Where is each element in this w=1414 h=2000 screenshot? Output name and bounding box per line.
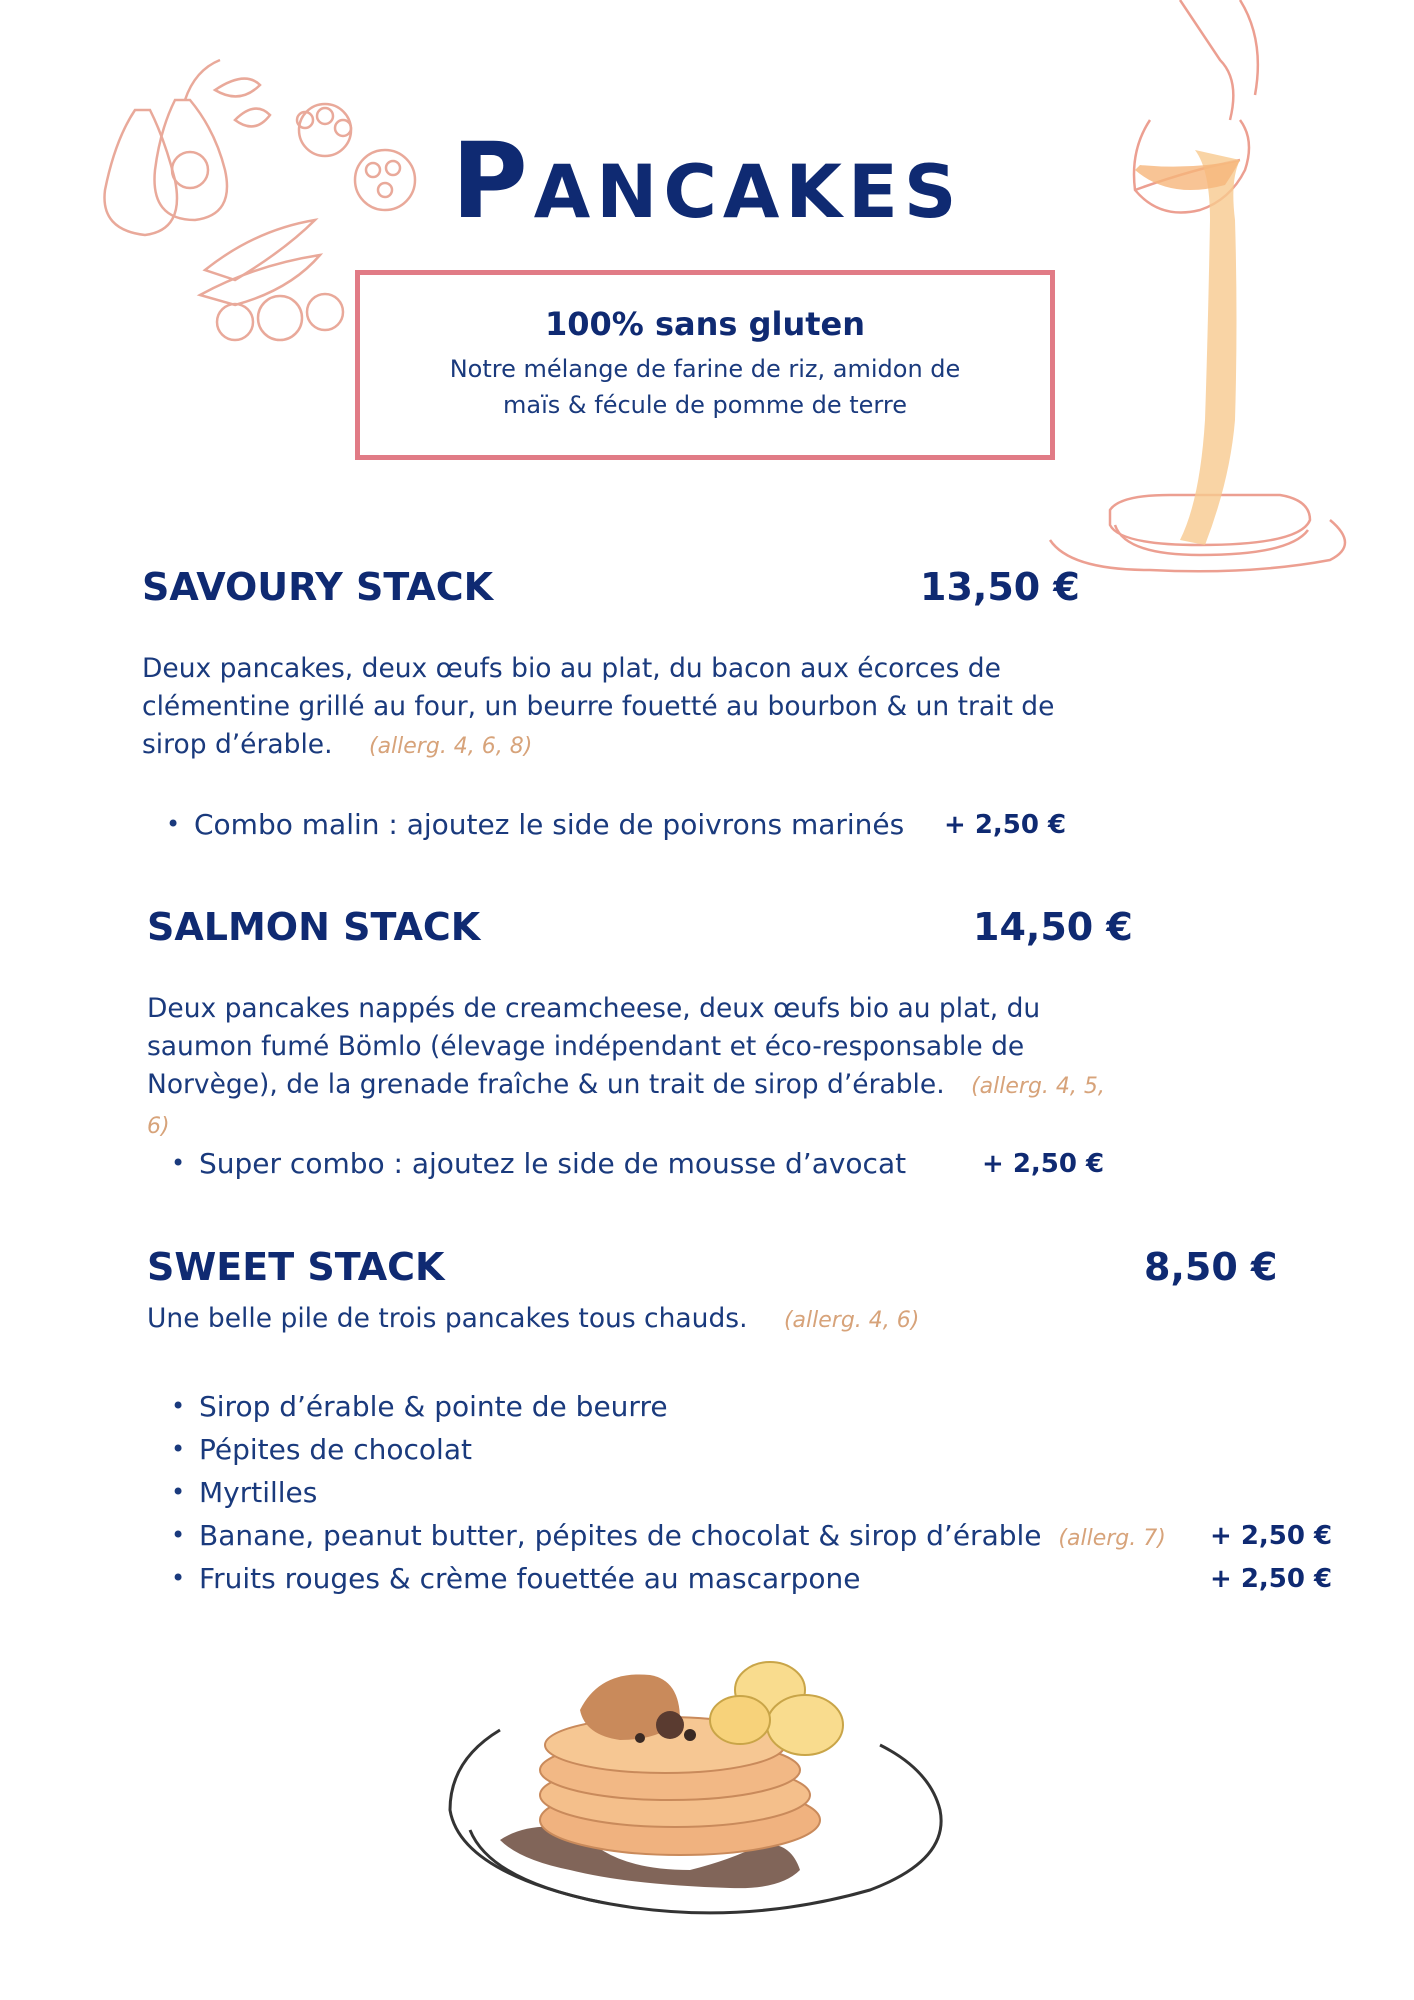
option-sweet-banana-label: Banane, peanut butter, pépites de chocolat & sirop d’érable — [199, 1519, 1042, 1552]
item-description-savoury-text: Deux pancakes, deux œufs bio au plat, du bacon aux écorces de clémentine grillé au four, un beurre fouetté au bourbon & un trait de sirop d’érable. — [142, 653, 1055, 760]
option-sweet-maple: • Sirop d’érable & pointe de beurre — [199, 1390, 668, 1423]
option-savoury-combo-price: + 2,50 € — [944, 810, 1067, 840]
item-price-savoury: 13,50 € — [920, 565, 1080, 609]
item-allergens-salmon: (allerg. 4, 5, 6) — [147, 1074, 1105, 1139]
option-sweet-blueberries: • Myrtilles — [199, 1476, 317, 1509]
item-description-sweet — [147, 1300, 1147, 1340]
option-sweet-red-fruits: • Fruits rouges & crème fouettée au mascarpone — [199, 1562, 861, 1595]
item-name-savoury: SAVOURY STACK — [142, 565, 494, 609]
item-name-sweet: SWEET STACK — [147, 1245, 445, 1289]
option-savoury-combo: • Combo malin : ajoutez le side de poivrons marinés — [194, 808, 904, 841]
gluten-free-box — [355, 270, 1055, 460]
item-name-salmon: SALMON STACK — [147, 905, 481, 949]
option-salmon-combo: • Super combo : ajoutez le side de mousse d’avocat — [199, 1147, 906, 1180]
option-salmon-combo-price: + 2,50 € — [982, 1149, 1105, 1179]
item-description-sweet-text: Une belle pile de trois pancakes tous chauds. — [147, 1303, 748, 1334]
option-sweet-banana-price: + 2,50 € — [1210, 1521, 1333, 1551]
gluten-free-title: 100% sans gluten — [544, 305, 866, 343]
option-sweet-red-fruits-price: + 2,50 € — [1210, 1564, 1333, 1594]
gluten-free-description: Notre mélange de farine de riz, amidon de maïs & fécule de pomme de terre — [449, 355, 961, 419]
item-description-salmon-text: Deux pancakes nappés de creamcheese, deux œufs bio au plat, du saumon fumé Bömlo (élevage indépendant et éco-responsable de Norvège), de la grenade fraîche & un trait de sirop d’érable. — [147, 993, 1041, 1100]
item-description-salmon — [147, 990, 1107, 1146]
item-description-savoury — [142, 650, 1082, 766]
page-title: Pancakes — [451, 120, 963, 242]
syrup-pouring-illustration-icon — [1030, 0, 1410, 600]
option-sweet-chocolate: • Pépites de chocolat — [199, 1433, 472, 1466]
option-sweet-banana — [199, 1519, 1166, 1552]
option-sweet-banana-allergens: (allerg. 7) — [1058, 1526, 1166, 1551]
item-allergens-sweet: (allerg. 4, 6) — [783, 1308, 920, 1333]
item-allergens-savoury: (allerg. 4, 6, 8) — [368, 734, 533, 759]
pancake-plate-illustration-icon — [430, 1640, 990, 1940]
item-price-salmon: 14,50 € — [973, 905, 1133, 949]
item-price-sweet: 8,50 € — [1144, 1245, 1278, 1289]
